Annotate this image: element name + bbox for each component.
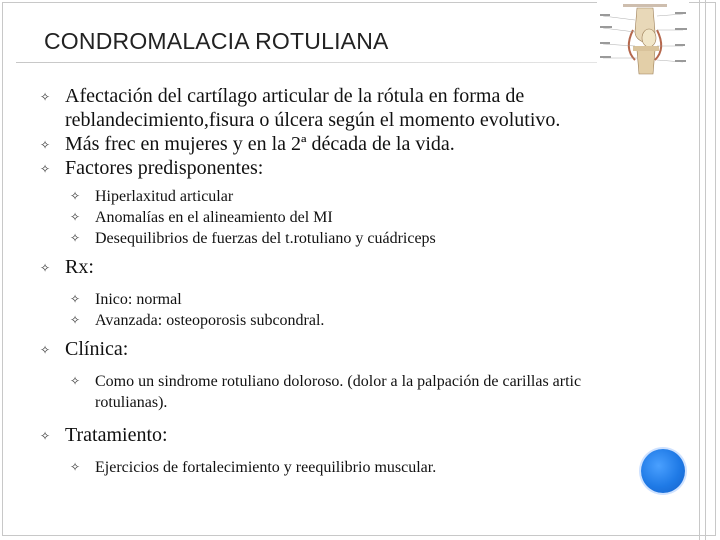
bullet-symbol-icon: ✧ <box>70 231 81 245</box>
slide-title: CONDROMALACIA ROTULIANA <box>44 28 389 54</box>
knee-anatomy-illustration <box>597 2 689 76</box>
bullet-symbol-icon: ✧ <box>40 343 51 357</box>
bullet-symbol-icon: ✧ <box>40 429 51 443</box>
bullet-text: Más frec en mujeres y en la 2ª década de la vida. <box>65 133 455 155</box>
bullet-text: Tratamiento: <box>65 424 168 446</box>
bullet-symbol-icon: ✧ <box>40 261 51 275</box>
bullet-item <box>40 156 640 180</box>
bullet-text: Factores predisponentes: <box>65 157 264 179</box>
bullet-item <box>40 255 640 279</box>
bullet-text: Clínica: <box>65 338 129 360</box>
bullet-symbol-icon: ✧ <box>70 313 81 327</box>
title-divider <box>16 62 684 63</box>
sub-bullet-item <box>40 371 640 413</box>
bullet-symbol-icon: ✧ <box>70 460 81 474</box>
sub-bullet-text: Desequilibrios de fuerzas del t.rotuliano y cuádriceps <box>95 230 436 247</box>
slide-body <box>40 84 640 478</box>
sub-bullet-item <box>40 207 640 228</box>
sub-bullet-item <box>40 228 640 249</box>
slide-right-rail <box>699 0 700 540</box>
sub-bullet-text: Anomalías en el alineamiento del MI <box>95 209 333 226</box>
blue-circle-icon <box>641 449 685 493</box>
sub-bullet-text: Inico: normal <box>95 291 182 308</box>
bullet-symbol-icon: ✧ <box>70 210 81 224</box>
sub-bullet-text: Como un sindrome rotuliano doloroso. (dolor a la palpación de carillas artic rotulianas). <box>95 373 582 411</box>
sub-bullet-item <box>40 310 640 331</box>
bullet-text: Afectación del cartílago articular de la rótula en forma de reblandecimiento,fisura o úlcera según el momento evolutivo. <box>65 85 561 131</box>
bullet-symbol-icon: ✧ <box>70 292 81 306</box>
bullet-item <box>40 337 640 361</box>
bullet-symbol-icon: ✧ <box>40 162 51 176</box>
knee-anatomy-thumbnail <box>597 2 689 76</box>
sub-bullet-item <box>40 186 640 207</box>
sub-bullet-item <box>40 457 640 478</box>
sub-bullet-text: Hiperlaxitud articular <box>95 188 234 205</box>
bullet-text: Rx: <box>65 256 94 278</box>
bullet-symbol-icon: ✧ <box>40 138 51 152</box>
sub-bullet-text: Ejercicios de fortalecimiento y reequilibrio muscular. <box>95 459 437 476</box>
bullet-symbol-icon: ✧ <box>40 90 51 104</box>
sub-bullet-text: Avanzada: osteoporosis subcondral. <box>95 312 325 329</box>
bullet-symbol-icon: ✧ <box>70 374 81 388</box>
bullet-item <box>40 132 640 156</box>
slide-right-rail-inner <box>705 0 706 540</box>
bullet-item <box>40 84 640 132</box>
bullet-symbol-icon: ✧ <box>70 189 81 203</box>
sub-bullet-item <box>40 289 640 310</box>
bullet-item <box>40 423 640 447</box>
